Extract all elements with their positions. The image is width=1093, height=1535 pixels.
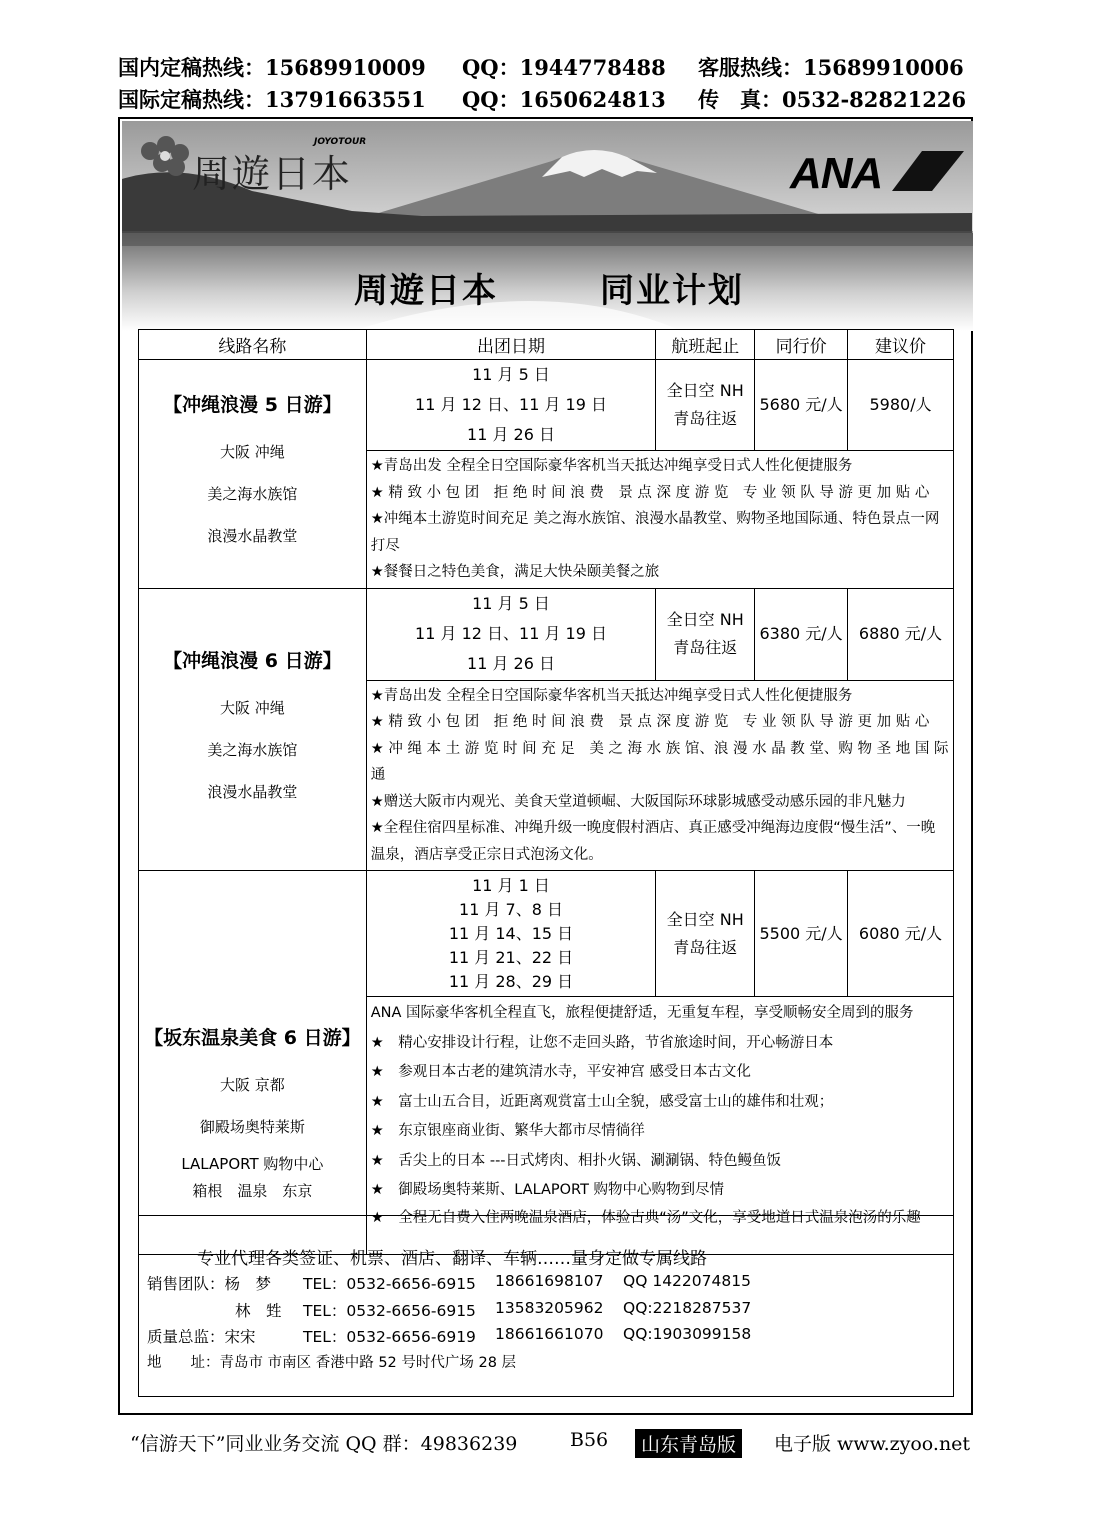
sales-qq: QQ:1903099158 bbox=[623, 1325, 752, 1343]
dates-cell bbox=[366, 588, 656, 680]
intl-qq: QQ：1650624813 bbox=[462, 87, 666, 112]
features-cell bbox=[366, 451, 953, 589]
domestic-hotline: 国内定稿热线：15689910009 bbox=[118, 55, 426, 80]
route-stop: 箱根 温泉 东京 bbox=[192, 1182, 313, 1200]
sales-name: 质量总监：宋宋 bbox=[147, 1328, 256, 1346]
sales-tel: TEL：0532-6656-6915 bbox=[303, 1302, 476, 1320]
date: 11 月 21、22 日 bbox=[448, 947, 574, 967]
banner-title-left: 周遊日本 bbox=[354, 271, 498, 311]
edition-badge: 山东青岛版 bbox=[635, 1429, 742, 1458]
flight-cell bbox=[656, 360, 755, 451]
sales-qq: QQ:2218287537 bbox=[623, 1299, 752, 1317]
retail-price: 5980/人 bbox=[848, 360, 954, 451]
date: 11 月 26 日 bbox=[467, 425, 555, 444]
service-hotline: 客服热线：15689910006 bbox=[698, 55, 964, 80]
feature-item: ★赠送大阪市内观光、美食天堂道顿崛、大阪国际环球影城感受动感乐园的非凡魅力 bbox=[370, 793, 906, 810]
sales-tel: TEL：0532-6656-6919 bbox=[303, 1328, 476, 1346]
table-row bbox=[139, 871, 954, 997]
sales-mobile: 13583205962 bbox=[495, 1299, 604, 1317]
date: 11 月 7、8 日 bbox=[459, 899, 563, 919]
feature-item: ★ 御殿场奥特莱斯、LALAPORT 购物中心购物到尽情 bbox=[370, 1182, 725, 1198]
table-row bbox=[139, 588, 954, 680]
retail-price: 6880 元/人 bbox=[848, 588, 954, 680]
route-stop: 浪漫水晶教堂 bbox=[207, 782, 298, 801]
features-cell bbox=[366, 680, 953, 871]
dates-cell bbox=[366, 360, 656, 451]
sales-name: 销售团队：杨 梦 bbox=[147, 1275, 272, 1293]
page-number: B56 bbox=[570, 1429, 609, 1451]
flight-route: 青岛往返 bbox=[673, 638, 738, 657]
date: 11 月 5 日 bbox=[472, 594, 550, 613]
sales-contact-box bbox=[138, 1215, 954, 1397]
col-peer-price: 同行价 bbox=[755, 330, 848, 360]
route-cell bbox=[139, 360, 367, 589]
feature-item: ★ 东京银座商业街、繁华大都市尽情徜徉 bbox=[370, 1123, 645, 1139]
domestic-qq: QQ：1944778488 bbox=[462, 55, 666, 80]
col-route: 线路名称 bbox=[139, 330, 367, 360]
feature-item: ★ 全程无自费入住两晚温泉酒店，体验古典“汤”文化，享受地道日式温泉泡汤的乐趣 bbox=[370, 1209, 921, 1226]
flight-airline: 全日空 NH bbox=[666, 610, 744, 629]
feature-item: ★ 舌尖上的日本 ---日式烤肉、相扑火锅、涮涮锅、特色鳗鱼饭 bbox=[370, 1152, 782, 1169]
route-name: 【冲绳浪漫 5 日游】 bbox=[163, 394, 342, 417]
feature-item: ★青岛出发 全程全日空国际豪华客机当天抵达冲绳享受日式人性化便捷服务 bbox=[370, 687, 853, 704]
feature-item: ★餐餐日之特色美食，满足大快朵颐美餐之旅 bbox=[370, 564, 660, 580]
feature-item: ★冲绳本土游览时间充足 美之海水族馆、浪漫水晶教堂、购物圣地国际通、特色景点一网打尽 bbox=[370, 511, 940, 554]
route-name: 【坂东温泉美食 6 日游】 bbox=[144, 1027, 361, 1049]
sales-qq: QQ 1422074815 bbox=[623, 1272, 751, 1290]
route-stop: LALAPORT 购物中心 bbox=[181, 1155, 324, 1173]
table-header-row bbox=[139, 330, 954, 360]
feature-item: ★全程住宿四星标准、冲绳升级一晚度假村酒店、真正感受冲绳海边度假“慢生活”、一晚温泉，酒店享受正宗日式泡汤文化。 bbox=[370, 820, 936, 863]
feature-item: ★ 参观日本古老的建筑清水寺，平安神宫 感受日本古文化 bbox=[370, 1064, 751, 1080]
flight-route: 青岛往返 bbox=[673, 409, 738, 428]
flight-cell bbox=[656, 871, 755, 997]
date: 11 月 1 日 bbox=[472, 875, 550, 895]
banner-title-right: 同业计划 bbox=[600, 271, 744, 311]
fax: 传 真：0532-82821226 bbox=[698, 87, 967, 112]
flight-cell bbox=[656, 588, 755, 680]
address: 地 址：青岛市 市南区 香港中路 52 号时代广场 28 层 bbox=[147, 1355, 517, 1371]
date: 11 月 12 日、11 月 19 日 bbox=[415, 395, 607, 414]
retail-price: 6080 元/人 bbox=[848, 871, 954, 997]
feature-item: ★ 精 致 小 包 团 拒 绝 时 间 浪 费 景 点 深 度 游 览 专 业 领 队 导 游 更 加 贴 心 bbox=[370, 484, 930, 501]
route-cell bbox=[139, 588, 367, 871]
footer-qq-group: “信游天下”同业业务交流 QQ 群：49836239 bbox=[130, 1433, 518, 1455]
table-row bbox=[139, 360, 954, 451]
ana-logo: ANA bbox=[790, 149, 883, 198]
peer-price: 6380 元/人 bbox=[755, 588, 848, 680]
feature-item: ANA 国际豪华客机全程直飞，旅程便捷舒适，无重复车程，享受顺畅安全周到的服务 bbox=[370, 1005, 914, 1021]
logo-subtitle: JOYOTOUR bbox=[314, 137, 367, 147]
route-stop: 大阪 京都 bbox=[219, 1076, 285, 1094]
logo-text: 周遊日本 bbox=[192, 152, 353, 196]
col-retail-price: 建议价 bbox=[848, 330, 954, 360]
route-stop: 浪漫水晶教堂 bbox=[207, 527, 298, 546]
date: 11 月 26 日 bbox=[467, 654, 555, 673]
sales-tel: TEL：0532-6656-6915 bbox=[303, 1275, 476, 1293]
flight-route: 青岛往返 bbox=[673, 937, 738, 957]
feature-item: ★ 冲 绳 本 土 游 览 时 间 充 足 美 之 海 水 族 馆、浪 漫 水 晶 教 堂、购 物 圣 地 国 际 通 bbox=[370, 740, 949, 783]
feature-item: ★ 精 致 小 包 团 拒 绝 时 间 浪 费 景 点 深 度 游 览 专 业 领 队 导 游 更 加 贴 心 bbox=[370, 714, 930, 730]
date: 11 月 14、15 日 bbox=[448, 923, 574, 943]
flight-airline: 全日空 NH bbox=[666, 381, 744, 400]
intl-hotline: 国际定稿热线：13791663551 bbox=[118, 87, 426, 112]
feature-item: ★ 精心安排设计行程，让您不走回头路，节省旅途时间，开心畅游日本 bbox=[370, 1034, 834, 1051]
col-dates: 出团日期 bbox=[366, 330, 656, 360]
route-stop: 大阪 冲绳 bbox=[219, 443, 285, 462]
tour-plan-table bbox=[138, 329, 954, 1255]
flight-airline: 全日空 NH bbox=[666, 909, 744, 929]
dates-cell bbox=[366, 871, 656, 997]
sales-name: 林 甡 bbox=[235, 1302, 282, 1320]
route-name: 【冲绳浪漫 6 日游】 bbox=[163, 649, 342, 672]
peer-price: 5680 元/人 bbox=[755, 360, 848, 451]
sales-mobile: 18661698107 bbox=[495, 1272, 604, 1290]
route-cell bbox=[139, 871, 367, 1255]
date: 11 月 5 日 bbox=[472, 365, 550, 384]
route-stop: 美之海水族馆 bbox=[207, 485, 298, 504]
website: 电子版 www.zyoo.net bbox=[774, 1433, 971, 1455]
date: 11 月 12 日、11 月 19 日 bbox=[415, 624, 607, 643]
col-flight: 航班起止 bbox=[656, 330, 755, 360]
route-stop: 美之海水族馆 bbox=[207, 740, 298, 759]
date: 11 月 28、29 日 bbox=[448, 971, 574, 991]
service-slogan: 专业代理各类签证、机票、酒店、翻译、车辆……量身定做专属线路 bbox=[197, 1249, 707, 1269]
sales-mobile: 18661661070 bbox=[495, 1325, 604, 1343]
route-stop: 御殿场奥特莱斯 bbox=[199, 1118, 305, 1136]
peer-price: 5500 元/人 bbox=[755, 871, 848, 997]
banner bbox=[122, 121, 973, 331]
feature-item: ★ 富士山五合目，近距离观赏富士山全貌，感受富士山的雄伟和壮观； bbox=[370, 1093, 834, 1110]
route-stop: 大阪 冲绳 bbox=[219, 698, 285, 717]
feature-item: ★青岛出发 全程全日空国际豪华客机当天抵达冲绳享受日式人性化便捷服务 bbox=[370, 458, 853, 474]
